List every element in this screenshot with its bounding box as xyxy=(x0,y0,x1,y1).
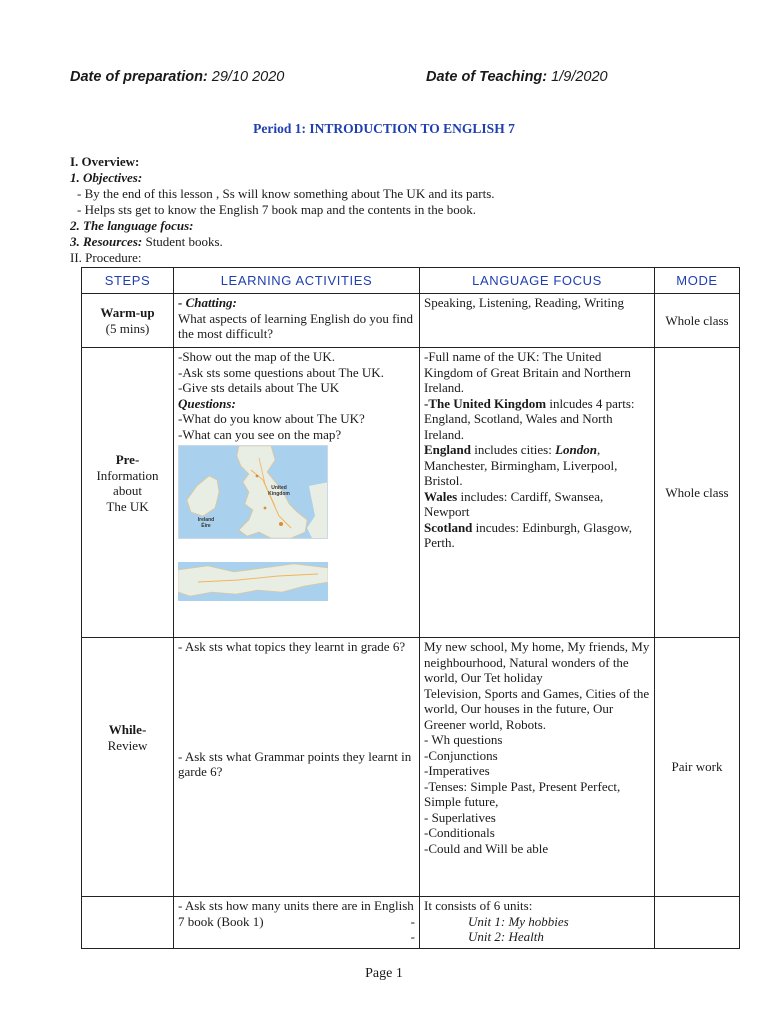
overview-section xyxy=(70,154,710,266)
step-units xyxy=(82,897,174,949)
focus-while: My new school, My home, My friends, My neighbourhood, Natural wonders of the world, Our Tet holiday Television, Sports and Games, Cities of the world, Our houses in the future, Our Greener world, Robots. - Wh questions -Conjunctions -Imperatives -Tenses: Simple Past, Present Perfect, Simple future, - Superlatives -Conditionals -Could and Will be able xyxy=(420,638,655,897)
table-row-warmup xyxy=(82,294,740,348)
table-row-while xyxy=(82,638,740,897)
resources-line: 3. Resources: Student books. xyxy=(70,234,223,249)
lesson-plan-table xyxy=(81,267,740,949)
uk-map-image xyxy=(178,445,328,539)
step-while: While- Review xyxy=(82,638,174,897)
grammar-item: - Superlatives xyxy=(424,809,496,825)
activity-warmup: - Chatting: What aspects of learning English do you find the most difficult? xyxy=(174,294,420,348)
overview-heading: I. Overview: xyxy=(70,154,140,169)
mode-units xyxy=(655,897,740,949)
activity-units: - Ask sts how many units there are in English 7 book (Book 1) - - xyxy=(174,897,420,949)
grammar-item: -Tenses: Simple Past, Present Perfect, Simple future, xyxy=(424,778,621,809)
step-pre: Pre- Information about The UK xyxy=(82,348,174,638)
table-row-pre xyxy=(82,348,740,638)
table-row-units xyxy=(82,897,740,949)
map-label-uk: United Kingdom xyxy=(268,485,290,497)
objectives-label: 1. Objectives: xyxy=(70,170,143,185)
grammar-item: -Could and Will be able xyxy=(424,840,549,856)
dash-marker: - xyxy=(410,913,415,929)
step-warmup: Warm-up (5 mins) xyxy=(82,294,174,348)
mode-while: Pair work xyxy=(655,638,740,897)
activity-pre: -Show out the map of the UK. -Ask sts some questions about The UK. -Give sts details about The UK Questions: -What do you know about The UK? -What can you see on the map? United Kingdom Ireland Éire xyxy=(174,348,420,638)
grammar-item: -Conditionals xyxy=(424,825,495,840)
focus-warmup: Speaking, Listening, Reading, Writing xyxy=(420,294,655,348)
uk-south-map-image xyxy=(178,562,328,601)
uk-south-map-drawing xyxy=(178,562,328,601)
activity-while: - Ask sts what topics they learnt in grade 6? - Ask sts what Grammar points they learnt in garde 6? xyxy=(174,638,420,897)
header-mode: MODE xyxy=(655,268,740,294)
period-title: Period 1: INTRODUCTION TO ENGLISH 7 xyxy=(253,121,515,136)
procedure-heading: II. Procedure: xyxy=(70,250,142,265)
header-activities: LEARNING ACTIVITIES xyxy=(174,268,420,294)
grammar-item: -Conjunctions xyxy=(424,747,498,763)
grammar-item: -Imperatives xyxy=(424,763,490,778)
grammar-item: - Wh questions xyxy=(424,732,503,747)
teaching-date: Date of Teaching: 1/9/2020 xyxy=(426,69,608,85)
mode-warmup: Whole class xyxy=(655,294,740,348)
focus-pre: -Full name of the UK: The United Kingdom of Great Britain and Northern Ireland. -The United Kingdom inlcudes 4 parts: England, Scotland, Wales and North Ireland. England includes cities: London, Manchester, Birmingham, Liverpool, Bristol. Wales includes: Cardiff, Swansea, Newport Scotland incudes: Edinburgh, Glasgow, Perth. xyxy=(420,348,655,638)
objective-2: - Helps sts get to know the English 7 book map and the contents in the book. xyxy=(77,202,476,217)
mode-pre: Whole class xyxy=(655,348,740,638)
table-header-row xyxy=(82,268,740,294)
map-label-ireland: Ireland Éire xyxy=(197,517,215,529)
preparation-date: Date of preparation: 29/10 2020 xyxy=(70,69,285,85)
page-number: Page 1 xyxy=(365,966,403,981)
focus-units: It consists of 6 units: Unit 1: My hobbies Unit 2: Health xyxy=(420,897,655,949)
header-steps: STEPS xyxy=(82,268,174,294)
objective-1: - By the end of this lesson , Ss will know something about The UK and its parts. xyxy=(77,186,495,201)
language-focus-label: 2. The language focus: xyxy=(70,218,194,233)
header-language-focus: LANGUAGE FOCUS xyxy=(420,268,655,294)
